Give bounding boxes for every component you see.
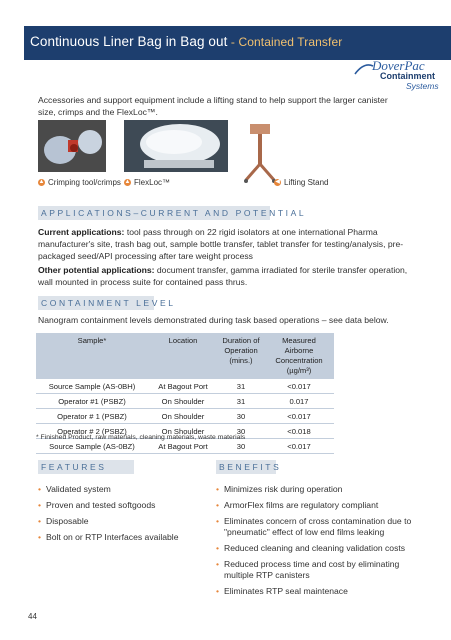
table-header-cell: Sample*: [36, 333, 148, 379]
header-band: [24, 26, 451, 60]
title-sub: - Contained Transfer: [227, 35, 343, 49]
table-cell: Operator # 2 (PSBZ): [36, 424, 148, 439]
table-footnote: * Finished Product, raw materials, cleaning materials, waste materials: [36, 434, 246, 441]
section-title-features: FEATURES: [41, 462, 107, 472]
list-item: • Eliminates RTP seal maintenace: [216, 586, 416, 597]
section-features: [38, 460, 134, 474]
other-label: Other potential applications:: [38, 265, 155, 275]
table-cell: On Shoulder: [148, 424, 218, 439]
table-header-cell: Duration of Operation (mins.): [218, 333, 264, 379]
page-number: 44: [28, 612, 37, 621]
list-item: • Minimizes risk during operation: [216, 484, 416, 495]
features-list: [38, 484, 208, 548]
caption-stand: [274, 178, 328, 187]
logo-line3: Systems: [406, 81, 439, 91]
table-cell: At Bagout Port: [148, 439, 218, 454]
flexloc-photo: [124, 120, 228, 172]
table-cell: Operator # 1 (PSBZ): [36, 409, 148, 424]
benefits-list: [216, 484, 416, 602]
current-label: Current applications:: [38, 227, 125, 237]
section-benefits: [216, 460, 282, 474]
table-cell: <0.017: [264, 439, 334, 454]
list-item: • Reduced process time and cost by eliminating multiple RTP canisters: [216, 559, 416, 581]
crimping-tool-photo: [38, 120, 106, 172]
table-cell: <0.017: [264, 409, 334, 424]
table-cell: 31: [218, 379, 264, 394]
table-cell: 30: [218, 424, 264, 439]
section-title-containment: CONTAINMENT LEVEL: [41, 298, 176, 308]
list-item: • Proven and tested softgoods: [38, 500, 208, 511]
table-cell: 30: [218, 439, 264, 454]
containment-text: Nanogram containment levels demonstrated during task based operations – see data below.: [38, 315, 389, 325]
list-item: • Validated system: [38, 484, 208, 495]
current-text: tool pass through on 22 rigid isolators at one international Pharma manufacturer's site, trash bag out, sample bottle transfer, tablet transfer for testing/analysis, pre-packaged seed/API processing after tare weight process: [38, 227, 404, 261]
section-title-benefits: BENEFITS: [219, 462, 282, 472]
arrow-up-icon: ▲: [38, 179, 45, 185]
logo-line2: Containment: [380, 71, 435, 81]
table-cell: Source Sample (AS-0BH): [36, 379, 148, 394]
title-main: Continuous Liner Bag in Bag out: [30, 34, 228, 49]
current-applications: [38, 226, 408, 262]
section-applications: [38, 206, 307, 220]
caption-stand-text: Lifting Stand: [284, 178, 329, 187]
table-cell: At Bagout Port: [148, 379, 218, 394]
other-text: document transfer, gamma irradiated for sterile transfer operation, wall mounted in process suite for contained pass thrus.: [38, 265, 408, 287]
table-row: [36, 379, 334, 394]
doverpac-logo: [354, 56, 446, 94]
table-cell: 31: [218, 394, 264, 409]
table-cell: 0.017: [264, 394, 334, 409]
table-cell: Source Sample (AS-0BZ): [36, 439, 148, 454]
arrow-up-icon: ▲: [124, 179, 131, 185]
table-cell: On Shoulder: [148, 394, 218, 409]
table-header-cell: Location: [148, 333, 218, 379]
table-cell: On Shoulder: [148, 409, 218, 424]
caption-crimp-text: Crimping tool/crimps: [48, 178, 121, 187]
table-cell: Operator #1 (PSBZ): [36, 394, 148, 409]
table-cell: <0.018: [264, 424, 334, 439]
logo-swoosh-icon: [354, 62, 374, 76]
table-cell: 30: [218, 409, 264, 424]
logo-line1: DoverPac: [372, 58, 425, 73]
list-item: • Disposable: [38, 516, 208, 527]
table-row: [36, 409, 334, 424]
section-containment: [38, 296, 176, 310]
caption-flexloc-text: FlexLoc™: [134, 178, 171, 187]
list-item: • Reduced cleaning and cleaning validation costs: [216, 543, 416, 554]
section-title-applications: APPLICATIONS–CURRENT AND POTENTIAL: [41, 208, 307, 218]
intro-paragraph: Accessories and support equipment include a lifting stand to help support the larger canister size, crimps and the FlexLoc™.: [38, 95, 388, 117]
caption-flexloc: [124, 178, 170, 187]
table-header-row: [36, 333, 334, 379]
list-item: • ArmorFlex films are regulatory compliant: [216, 500, 416, 511]
table-header-cell: Measured Airborne Concentration (µg/m³): [264, 333, 334, 379]
lifting-stand-photo: [240, 116, 288, 184]
caption-crimp: [38, 178, 121, 187]
table-cell: <0.017: [264, 379, 334, 394]
other-applications: [38, 264, 408, 288]
arrow-left-icon: ◀: [275, 179, 280, 185]
list-item: • Bolt on or RTP Interfaces available: [38, 532, 208, 543]
table-row: [36, 394, 334, 409]
page-title: [30, 34, 342, 49]
list-item: • Eliminates concern of cross contamination due to "pneumatic" effect of low end films leaking: [216, 516, 416, 538]
